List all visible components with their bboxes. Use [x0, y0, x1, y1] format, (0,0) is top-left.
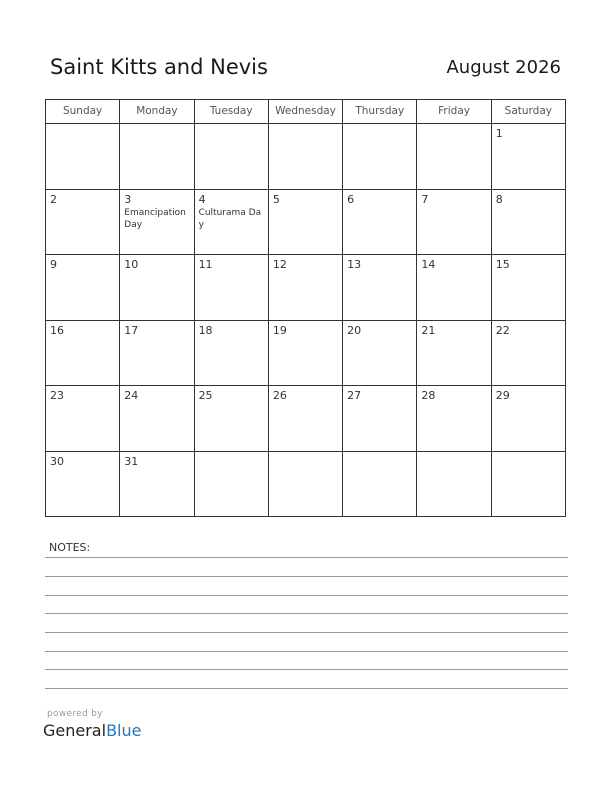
calendar-day-cell[interactable]: [417, 190, 491, 256]
calendar-day-cell[interactable]: [46, 124, 120, 190]
calendar-day-cell[interactable]: [343, 124, 417, 190]
notes-line[interactable]: [45, 595, 568, 596]
day-number: 27: [347, 389, 362, 402]
day-number: 14: [421, 258, 436, 271]
calendar-day-cell[interactable]: [46, 190, 120, 256]
day-number: 12: [272, 258, 287, 271]
calendar-day-cell[interactable]: [269, 124, 343, 190]
day-number: 13: [347, 258, 362, 271]
calendar-day-cell[interactable]: [195, 452, 269, 518]
day-number: 8: [495, 192, 503, 206]
day-number: 31: [124, 454, 139, 468]
weekday-header-row: [46, 100, 566, 124]
calendar-day-cell[interactable]: [269, 386, 343, 452]
weekday-header: Thursday: [343, 100, 417, 124]
day-number: 18: [198, 323, 213, 337]
day-number: 11: [198, 258, 213, 271]
calendar-day-cell[interactable]: [195, 386, 269, 452]
day-number: 20: [347, 323, 362, 337]
day-number: 3: [124, 192, 132, 206]
calendar-day-cell[interactable]: [269, 321, 343, 387]
calendar-day-cell[interactable]: [195, 124, 269, 190]
calendar-day-cell[interactable]: [195, 255, 269, 321]
calendar-day-cell[interactable]: [492, 386, 566, 452]
day-number: 1: [495, 127, 503, 140]
brand-logo[interactable]: [43, 721, 141, 740]
holiday-label: Emancipation Day: [124, 207, 186, 230]
calendar-day-cell[interactable]: [343, 255, 417, 321]
weekday-header: Tuesday: [195, 100, 269, 124]
calendar-day-cell[interactable]: [46, 386, 120, 452]
calendar-day-cell[interactable]: [46, 452, 120, 518]
day-number: 26: [272, 389, 287, 402]
calendar-day-cell[interactable]: [120, 190, 194, 256]
month-title: August 2026: [446, 57, 561, 78]
calendar-body: [46, 124, 566, 517]
calendar-day-cell[interactable]: [492, 190, 566, 256]
notes-line[interactable]: [45, 651, 568, 652]
day-number: 2: [50, 192, 57, 206]
day-number: 22: [495, 323, 510, 337]
calendar-day-cell[interactable]: [492, 321, 566, 387]
day-number: 25: [198, 389, 213, 402]
weekday-header: Saturday: [492, 100, 566, 124]
day-number: 29: [495, 389, 510, 402]
calendar-day-cell[interactable]: [343, 386, 417, 452]
holiday-label: Culturama Day: [198, 207, 262, 230]
notes-label: NOTES:: [49, 541, 91, 554]
day-number: 19: [272, 323, 287, 337]
notes-line[interactable]: [45, 669, 568, 670]
weekday-header: Sunday: [46, 100, 120, 124]
calendar-day-cell[interactable]: [269, 190, 343, 256]
day-number: 15: [495, 258, 510, 271]
brand-name-general: General: [43, 721, 107, 740]
day-number: 24: [124, 389, 139, 402]
notes-line[interactable]: [45, 576, 568, 577]
calendar-grid: [45, 99, 566, 517]
notes-line[interactable]: [45, 632, 568, 633]
calendar-day-cell[interactable]: [343, 452, 417, 518]
calendar-day-cell[interactable]: [417, 255, 491, 321]
day-number: 9: [50, 258, 57, 271]
day-number: 5: [272, 192, 280, 206]
day-number: 6: [347, 192, 355, 206]
calendar-day-cell[interactable]: [492, 255, 566, 321]
day-number: 10: [124, 258, 139, 271]
calendar-day-cell[interactable]: [46, 255, 120, 321]
day-number: 4: [198, 192, 206, 206]
notes-line[interactable]: [45, 557, 568, 558]
calendar-day-cell[interactable]: [120, 386, 194, 452]
weekday-header: Wednesday: [269, 100, 343, 124]
day-number: 7: [421, 192, 429, 206]
notes-line[interactable]: [45, 613, 568, 614]
calendar-day-cell[interactable]: [120, 124, 194, 190]
calendar-day-cell[interactable]: [343, 321, 417, 387]
calendar-day-cell[interactable]: [417, 452, 491, 518]
calendar-day-cell[interactable]: [120, 255, 194, 321]
weekday-header: Friday: [417, 100, 491, 124]
calendar-day-cell[interactable]: [343, 190, 417, 256]
weekday-header: Monday: [120, 100, 194, 124]
country-title: Saint Kitts and Nevis: [50, 55, 268, 79]
calendar-day-cell[interactable]: [269, 452, 343, 518]
brand-name-blue: Blue: [106, 721, 142, 740]
calendar-day-cell[interactable]: [195, 321, 269, 387]
calendar-day-cell[interactable]: [417, 124, 491, 190]
calendar-day-cell[interactable]: [417, 386, 491, 452]
day-number: 16: [50, 323, 64, 337]
day-number: 23: [50, 389, 64, 402]
calendar-day-cell[interactable]: [492, 452, 566, 518]
calendar-day-cell[interactable]: [492, 124, 566, 190]
calendar-day-cell[interactable]: [269, 255, 343, 321]
day-number: 21: [421, 323, 436, 337]
day-number: 30: [50, 454, 64, 468]
calendar-day-cell[interactable]: [120, 452, 194, 518]
powered-by-text: powered by: [47, 709, 103, 719]
calendar-day-cell[interactable]: [195, 190, 269, 256]
calendar-day-cell[interactable]: [46, 321, 120, 387]
calendar-day-cell[interactable]: [120, 321, 194, 387]
calendar-day-cell[interactable]: [417, 321, 491, 387]
notes-line[interactable]: [45, 688, 568, 689]
day-number: 28: [421, 389, 436, 402]
day-number: 17: [124, 323, 139, 337]
